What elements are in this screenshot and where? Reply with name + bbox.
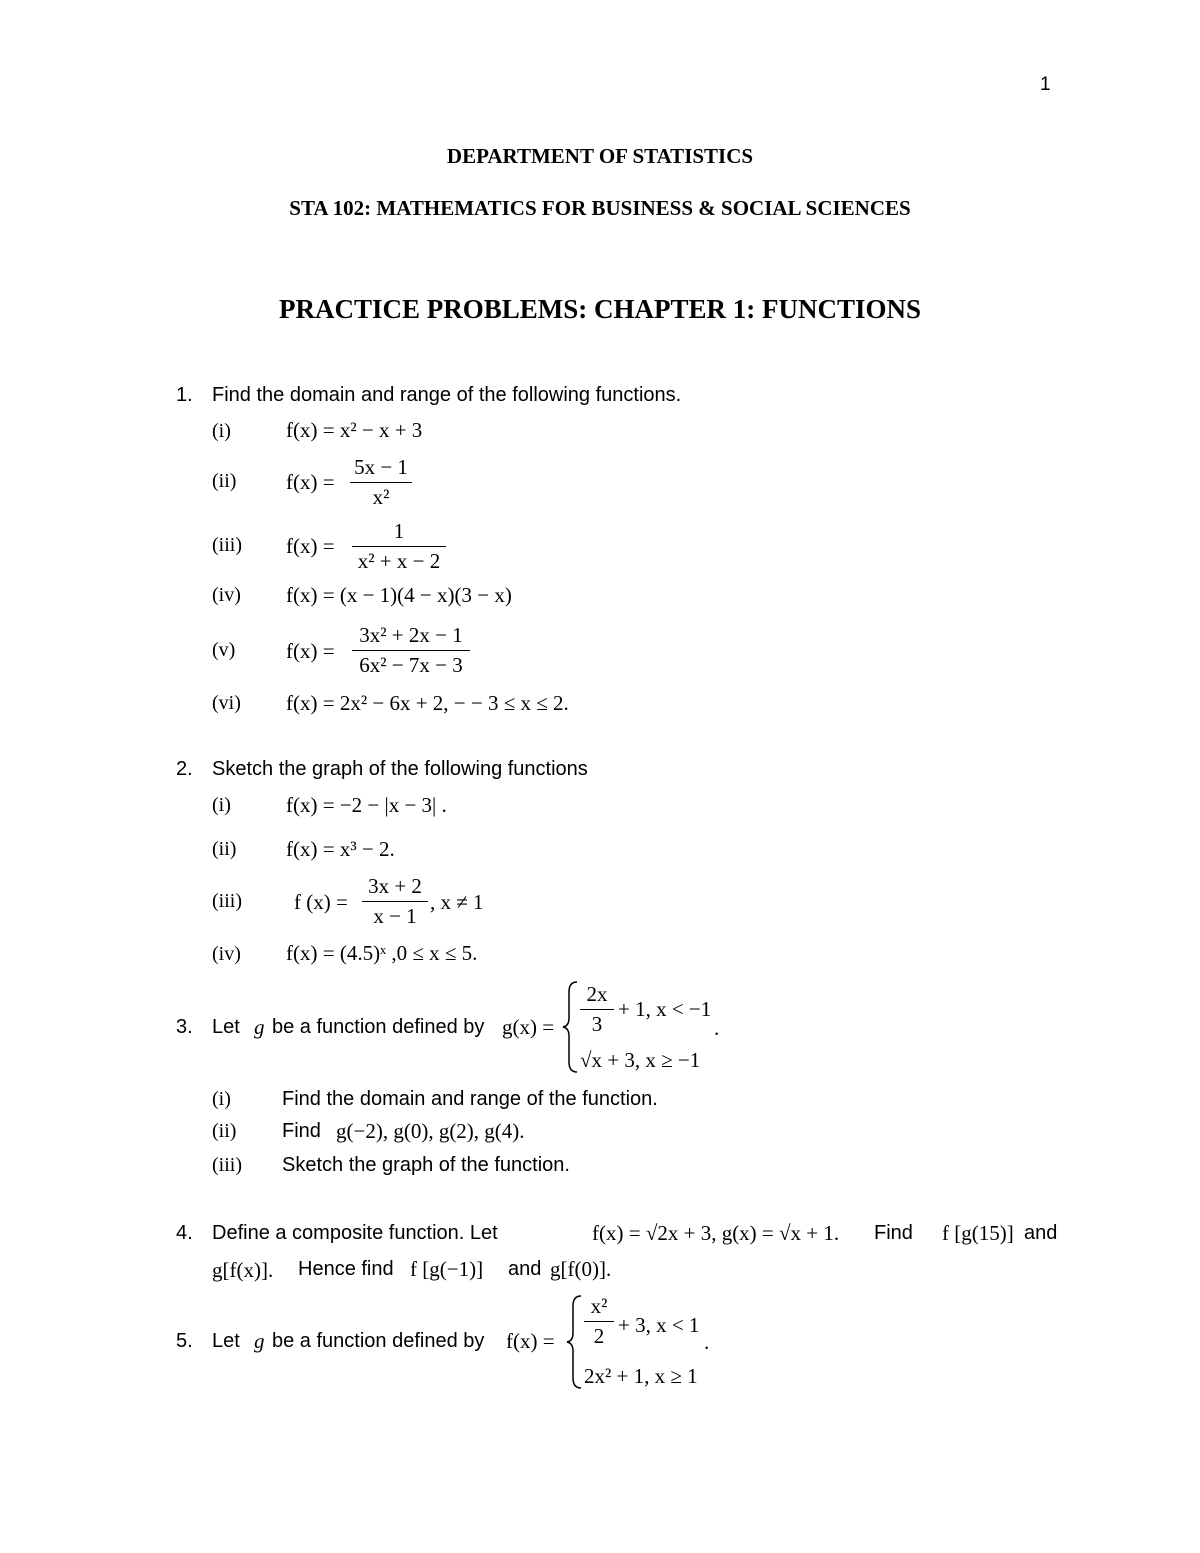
question-text: be a function defined by: [272, 1330, 485, 1352]
part-label: (v): [212, 639, 236, 661]
question-number: 1.: [176, 384, 193, 406]
fraction: [362, 874, 428, 929]
fraction: [580, 982, 614, 1037]
question-text: Define a composite function. Let: [212, 1222, 498, 1244]
department-heading: DEPARTMENT OF STATISTICS: [446, 144, 754, 168]
denominator: 3: [591, 1012, 603, 1036]
fraction-bar: [352, 546, 446, 547]
numerator: x²: [590, 1294, 608, 1318]
math-expression: [286, 418, 422, 443]
page-title: PRACTICE PROBLEMS: CHAPTER 1: FUNCTIONS: [278, 294, 922, 324]
part-label: (i): [212, 1088, 231, 1110]
fraction-bar: [350, 482, 412, 483]
math-lhs: g(x) =: [502, 1015, 555, 1039]
math-lhs: f (x) =: [294, 890, 348, 914]
denominator: x² + x − 2: [357, 549, 441, 573]
question-number: 3.: [176, 1016, 193, 1038]
period: .: [714, 1016, 720, 1040]
left-brace: [562, 980, 580, 1074]
part-text: Sketch the graph of the function.: [282, 1154, 570, 1176]
question-text: and: [1024, 1222, 1058, 1244]
fraction-bar: [352, 650, 470, 651]
part-label: (vi): [212, 692, 241, 714]
fraction-bar: [580, 1009, 614, 1010]
math-expression: f [g(−1)]: [410, 1257, 484, 1281]
period: .: [704, 1330, 710, 1354]
numerator: 3x² + 2x − 1: [359, 623, 463, 647]
case-1-tail: + 1, x < −1: [618, 997, 712, 1021]
math-expression: g[f(x)].: [212, 1258, 274, 1282]
numerator: 2x: [586, 982, 608, 1006]
question-text: Hence find: [298, 1258, 394, 1280]
question-text: Find: [874, 1222, 913, 1244]
math-expression: f(x) = x³ − 2.: [286, 837, 395, 861]
part-label: (iii): [212, 534, 242, 556]
case-2: 2x² + 1, x ≥ 1: [584, 1364, 698, 1388]
part-label: (iii): [212, 1154, 242, 1176]
question-text: Sketch the graph of the following functions: [212, 758, 588, 780]
case-2: √x + 3, x ≥ −1: [580, 1048, 701, 1072]
denominator: x − 1: [373, 904, 417, 928]
left-brace: [566, 1294, 584, 1390]
case-1-tail: + 3, x < 1: [618, 1313, 700, 1337]
part-label: (iv): [212, 584, 241, 606]
denominator: 2: [593, 1324, 605, 1348]
math-rhs: x² − x + 3: [339, 418, 423, 442]
part-label: (iv): [212, 943, 241, 965]
math-lhs: f(x) =: [286, 470, 335, 494]
part-text: Find: [282, 1120, 321, 1142]
question-text: Find the domain and range of the following functions.: [212, 384, 682, 406]
part-label: (ii): [212, 838, 237, 860]
math-lhs: f(x) =: [506, 1329, 555, 1353]
numerator: 1: [393, 519, 405, 543]
math-tail: , x ≠ 1: [430, 890, 484, 914]
math-expression: f [g(15)]: [942, 1221, 1014, 1245]
fraction-bar: [584, 1321, 614, 1322]
math-lhs: f(x) =: [286, 418, 340, 442]
question-text: be a function defined by: [272, 1016, 485, 1038]
denominator: 6x² − 7x − 3: [359, 653, 463, 677]
math-expression: f(x) = √2x + 3, g(x) = √x + 1.: [592, 1221, 840, 1245]
question-number: 4.: [176, 1222, 193, 1244]
math-lhs: f(x) =: [286, 639, 335, 663]
math-expression: f(x) = (4.5)ˣ ,0 ≤ x ≤ 5.: [286, 941, 478, 965]
math-expression: g(−2), g(0), g(2), g(4).: [336, 1119, 525, 1143]
question-text-prefix: Let: [212, 1330, 240, 1352]
math-lhs: f(x) =: [286, 534, 335, 558]
part-label: (ii): [212, 1120, 237, 1142]
math-expression: f(x) = (x − 1)(4 − x)(3 − x): [286, 583, 512, 607]
fraction: [350, 455, 412, 510]
math-expression: f(x) = 2x² − 6x + 2, − − 3 ≤ x ≤ 2.: [286, 691, 569, 715]
variable: g: [254, 1015, 265, 1039]
denominator: x²: [372, 485, 390, 509]
question-number: 5.: [176, 1330, 193, 1352]
question-text: and: [508, 1258, 542, 1280]
question-number: 2.: [176, 758, 193, 780]
math-expression: g[f(0)].: [550, 1257, 612, 1281]
question-text-prefix: Let: [212, 1016, 240, 1038]
part-label: (i): [212, 794, 231, 816]
part-label: (iii): [212, 890, 242, 912]
fraction-bar: [362, 901, 428, 902]
numerator: 5x − 1: [354, 455, 408, 479]
part-text: Find the domain and range of the function.: [282, 1088, 658, 1110]
numerator: 3x + 2: [368, 874, 422, 898]
page-number: 1: [1040, 74, 1051, 95]
fraction: [352, 623, 470, 678]
fraction: [352, 519, 446, 574]
variable: g: [254, 1329, 265, 1353]
part-label: (ii): [212, 470, 237, 492]
fraction: [584, 1294, 614, 1349]
math-expression: f(x) = −2 − |x − 3| .: [286, 793, 447, 817]
part-label: (i): [212, 420, 231, 442]
course-heading: STA 102: MATHEMATICS FOR BUSINESS & SOCIAL SCIENCES: [289, 196, 911, 220]
